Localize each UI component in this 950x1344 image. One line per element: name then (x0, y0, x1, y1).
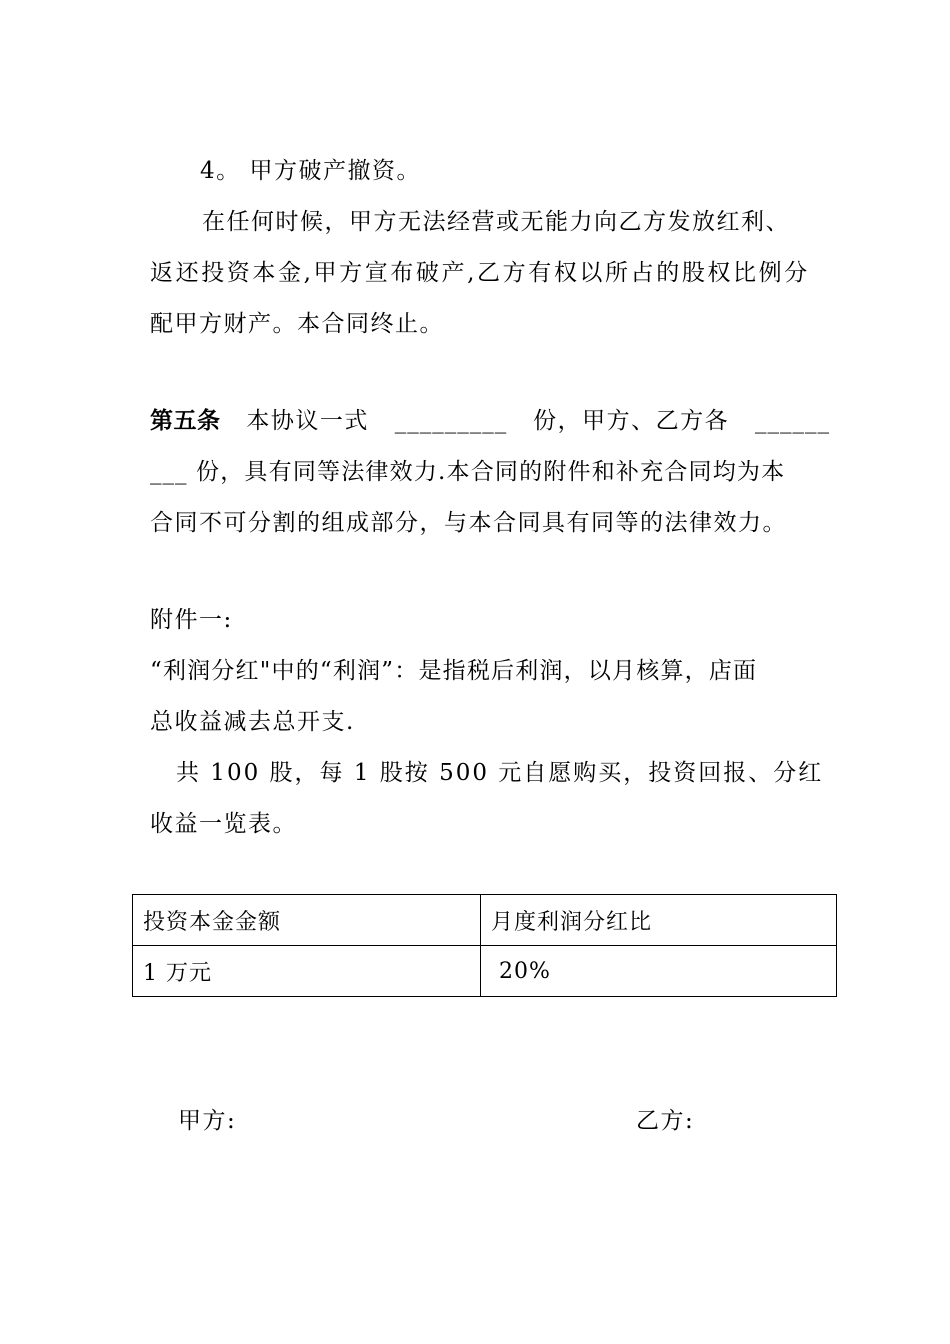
party-b-signature: 乙方: (636, 1108, 695, 1134)
article5-blank-a: _________ (394, 408, 508, 434)
appendix-line4: 收益一览表。 (150, 811, 297, 837)
appendix-title: 附件一: (150, 607, 233, 633)
table-header-row (133, 895, 837, 946)
appendix-line3: 共 100 股，每 1 股按 500 元自愿购买，投资回报、分红 (176, 760, 824, 786)
article5-line2 (150, 459, 830, 485)
article5-heading: 第五条 (150, 408, 221, 434)
article5-line3: 合同不可分割的组成部分，与本合同具有同等的法律效力。 (150, 510, 787, 536)
article5-blank-b1: ______ (755, 408, 830, 434)
article5-blank-b2: ___ (150, 459, 188, 485)
dividend-table (132, 894, 837, 997)
item4-para-line1: 在任何时候，甲方无法经营或无能力向乙方发放红利、 (202, 209, 790, 235)
table-header-cell: 投资本金金额 (133, 895, 481, 946)
item4-para-line3: 配甲方财产。本合同终止。 (150, 311, 444, 337)
party-a-signature: 甲方: (178, 1108, 237, 1134)
article5-text-c: 份，具有同等法律效力.本合同的附件和补充合同均为本 (196, 459, 786, 485)
appendix-line2: 总收益减去总开支. (150, 709, 355, 735)
table-header-cell: 月度利润分红比 (481, 895, 837, 946)
article5-text-b: 份，甲方、乙方各 (533, 408, 730, 434)
table-cell: 1 万元 (133, 946, 481, 997)
article5-text-a: 本协议一式 (246, 408, 369, 434)
appendix-line1: “利润分红"中的“利润”：是指税后利润，以月核算，店面 (150, 658, 758, 684)
item4-title: 4。 甲方破产撤资。 (200, 158, 421, 184)
table-cell: 20% (481, 946, 837, 997)
article5-line1 (150, 408, 830, 434)
item4-para-line2: 返还投资本金,甲方宣布破产,乙方有权以所占的股权比例分 (150, 260, 810, 286)
table-row (133, 946, 837, 997)
